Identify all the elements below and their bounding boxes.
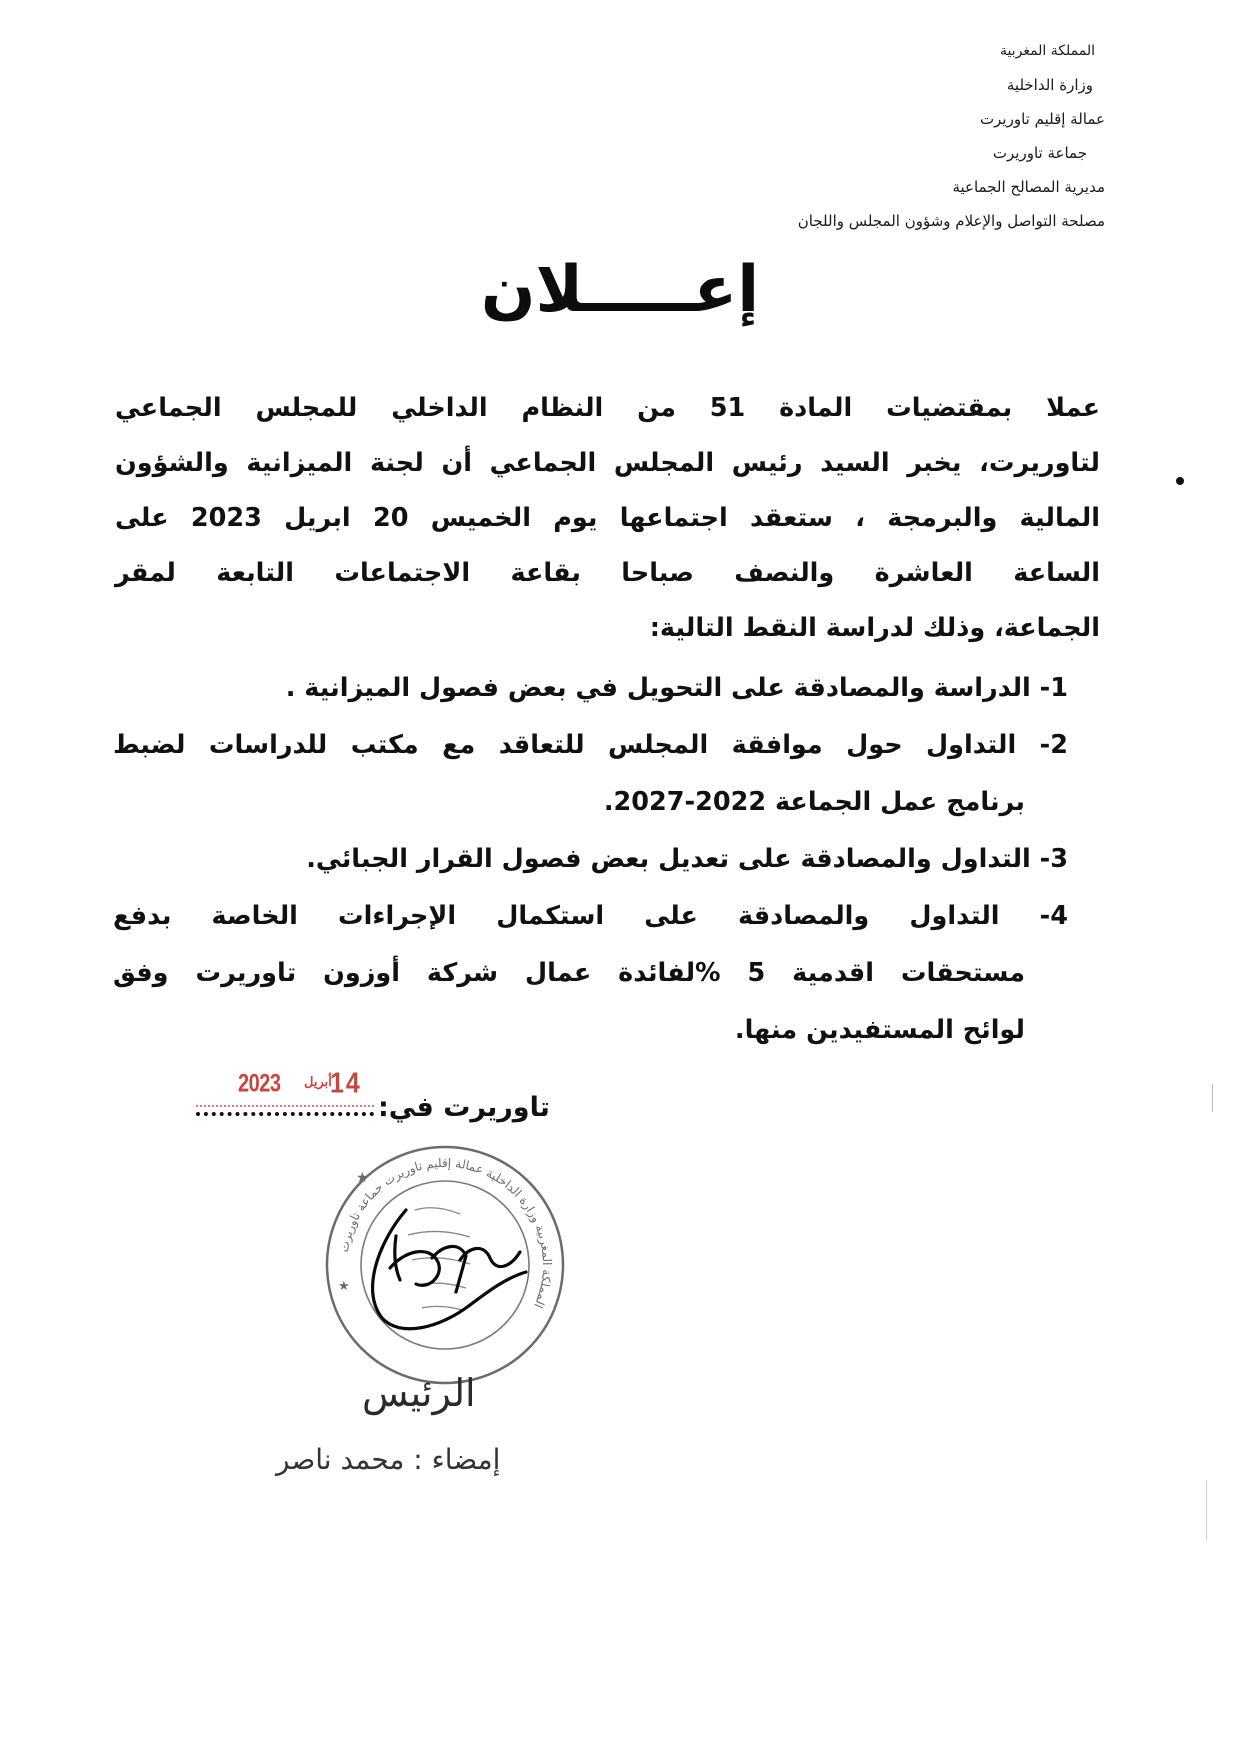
header-commune: جماعة تاوريرت: [992, 144, 1087, 162]
header-directorate: مديرية المصالح الجماعية: [952, 178, 1105, 196]
agenda-point-1: 1- الدراسة والمصادقة على التحويل في بعض فصول الميزانية .: [285, 673, 1068, 703]
body-line: الجماعة، وذلك لدراسة النقط التالية:: [649, 613, 1100, 643]
agenda-point-2: 2- التداول حول موافقة المجلس للتعاقد مع مكتب للدراسات لضبط: [113, 730, 1068, 760]
signer-title: الرئيس: [362, 1371, 476, 1415]
header-kingdom: المملكة المغربية: [999, 43, 1095, 59]
signer-signature-line: إمضاء : محمد ناصر: [276, 1443, 501, 1476]
date-stamp-year: 2023: [238, 1070, 281, 1098]
seal-ring-text: المملكة المغربية وزارة الداخلية عمالة إقليم تاوريرت جماعة تاوريرت: [336, 1155, 555, 1311]
svg-text:★: ★: [356, 1170, 369, 1186]
header-ministry: وزارة الداخلية: [1006, 76, 1093, 94]
date-stamp-day: 14: [330, 1067, 362, 1100]
official-seal: [320, 1140, 570, 1390]
place-date-label: تاوريرت في:: [378, 1092, 550, 1123]
date-stamp: [234, 1064, 384, 1100]
scan-edge-mark: [1206, 1480, 1207, 1540]
body-line: الساعة العاشرة والنصف صباحا بقاعة الاجتماعات التابعة لمقر: [115, 558, 1100, 588]
date-dotted-line: [196, 1108, 374, 1116]
date-stamp-month: أبريل: [304, 1074, 332, 1089]
agenda-point-4-continued: لوائح المستفيدين منها.: [734, 1015, 1025, 1045]
body-line: عملا بمقتضيات المادة 51 من النظام الداخلي للمجلس الجماعي: [115, 393, 1100, 423]
date-dotted-line-stamp: [196, 1103, 374, 1107]
agenda-point-2-continued: برنامج عمل الجماعة 2022-2027.: [603, 787, 1025, 817]
header-prefecture: عمالة إقليم تاوريرت: [980, 110, 1105, 128]
scan-edge-mark: [1212, 1084, 1213, 1112]
signature-icon: [373, 1210, 526, 1329]
body-line: لتاوريرت، يخبر السيد رئيس المجلس الجماعي أن لجنة الميزانية والشؤون: [115, 448, 1100, 478]
stray-dot-mark: [1176, 477, 1184, 485]
agenda-point-4: 4- التداول والمصادقة على استكمال الإجراءات الخاصة بدفع: [113, 901, 1068, 931]
svg-text:★: ★: [338, 1279, 350, 1294]
header-service: مصلحة التواصل والإعلام وشؤون المجلس واللجان: [797, 212, 1105, 230]
agenda-point-4-continued: مستحقات اقدمية 5 %لفائدة عمال شركة أوزون تاوريرت وفق: [113, 958, 1025, 988]
body-line: المالية والبرمجة ، ستعقد اجتماعها يوم الخميس 20 ابريل 2023 على: [115, 503, 1100, 533]
page-title: إعـــــلان: [480, 253, 760, 327]
agenda-point-3: 3- التداول والمصادقة على تعديل بعض فصول القرار الجبائي.: [306, 844, 1068, 874]
